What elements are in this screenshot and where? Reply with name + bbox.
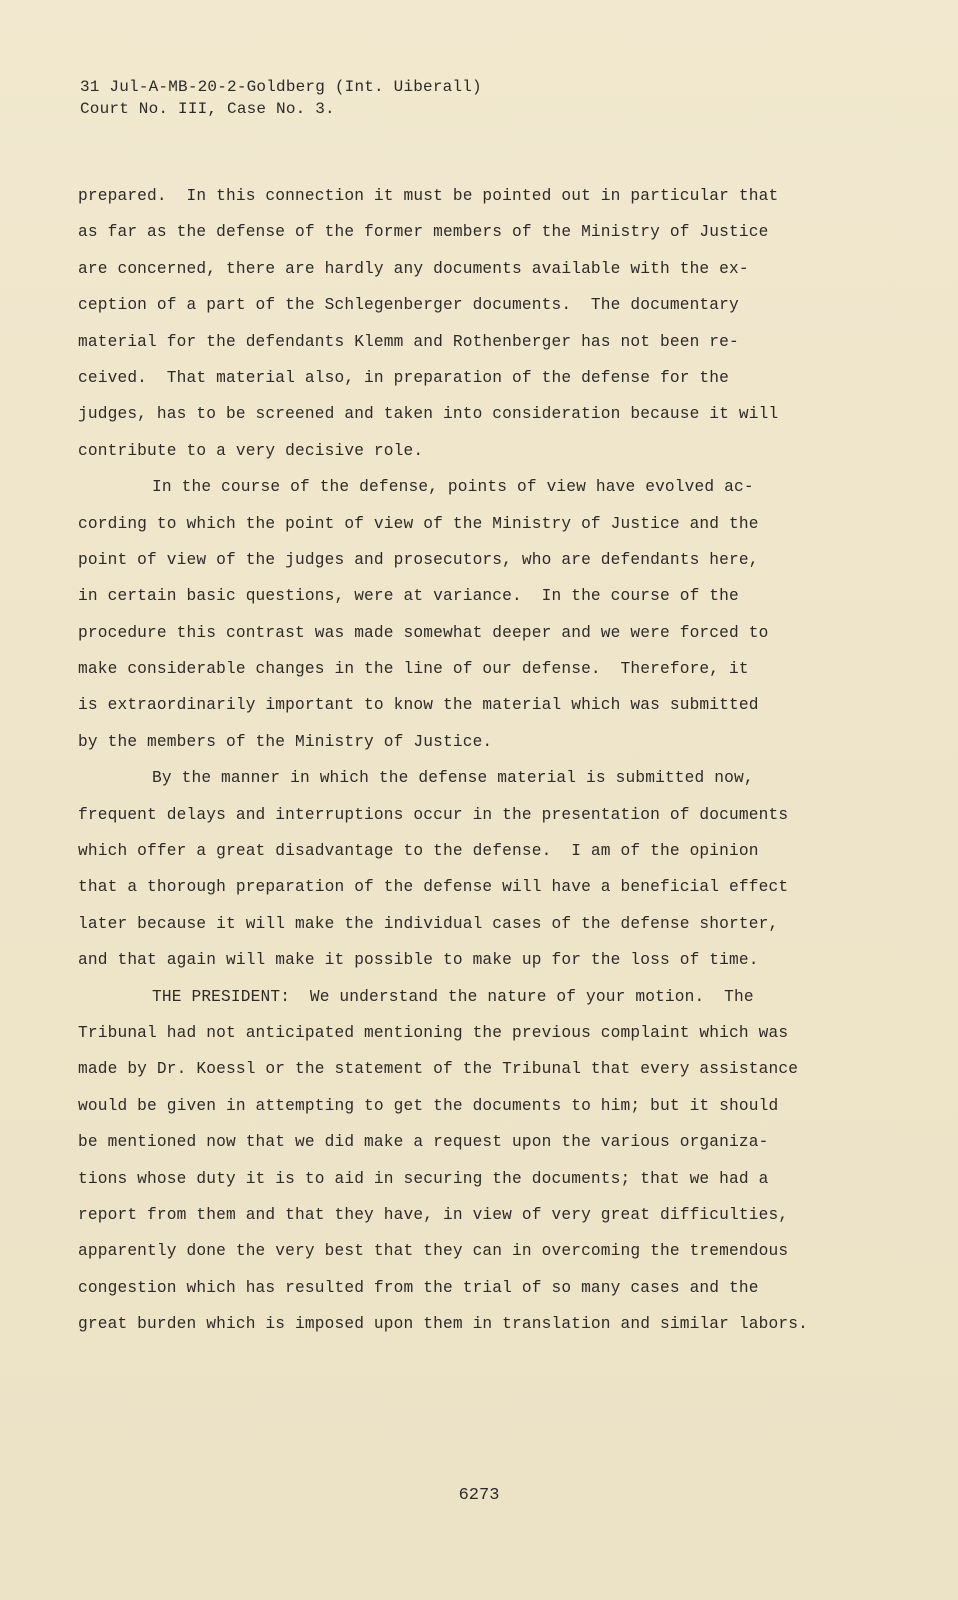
paragraph — [78, 760, 838, 978]
text-line: In the course of the defense, points of view have evolved ac- — [152, 478, 754, 497]
text-line: that a thorough preparation of the defense will have a beneficial effect — [78, 878, 789, 897]
header-court-line: Court No. III, Case No. 3. — [80, 100, 335, 118]
text-line: ceived. That material also, in preparation of the defense for the — [78, 368, 730, 387]
text-line: which offer a great disadvantage to the defense. I am of the opinion — [78, 842, 759, 861]
page-number: 6273 — [458, 1486, 500, 1505]
text-line: as far as the defense of the former members of the Ministry of Justice — [78, 223, 769, 242]
text-line: frequent delays and interruptions occur in the presentation of documents — [78, 805, 789, 824]
text-line: tions whose duty it is to aid in securing the documents; that we had a — [78, 1169, 769, 1188]
header-reference-line: 31 Jul-A-MB-20-2-Goldberg (Int. Uiberall) — [80, 78, 482, 96]
text-line: procedure this contrast was made somewhat deeper and we were forced to — [78, 623, 769, 642]
paragraph — [78, 469, 838, 760]
text-line: are concerned, there are hardly any documents available with the ex- — [78, 259, 749, 278]
document-header — [80, 76, 482, 120]
text-line: By the manner in which the defense material is submitted now, — [152, 769, 754, 788]
text-line: later because it will make the individual cases of the defense shorter, — [78, 914, 779, 933]
text-line: ception of a part of the Schlegenberger documents. The documentary — [78, 296, 739, 315]
text-line: material for the defendants Klemm and Rothenberger has not been re- — [78, 332, 739, 351]
text-line: Tribunal had not anticipated mentioning the previous complaint which was — [78, 1023, 789, 1042]
text-line: contribute to a very decisive role. — [78, 441, 424, 460]
text-line: make considerable changes in the line of our defense. Therefore, it — [78, 660, 749, 679]
text-line: THE PRESIDENT: We understand the nature of your motion. The — [152, 987, 754, 1006]
text-line: would be given in attempting to get the documents to him; but it should — [78, 1096, 779, 1115]
text-line: report from them and that they have, in view of very great difficulties, — [78, 1205, 789, 1224]
text-line: cording to which the point of view of the Ministry of Justice and the — [78, 514, 759, 533]
transcript-body — [78, 178, 838, 1343]
text-line: congestion which has resulted from the trial of so many cases and the — [78, 1278, 759, 1297]
text-line: made by Dr. Koessl or the statement of the Tribunal that every assistance — [78, 1060, 799, 1079]
text-line: apparently done the very best that they can in overcoming the tremendous — [78, 1242, 789, 1261]
text-line: and that again will make it possible to make up for the loss of time. — [78, 951, 759, 970]
text-line: prepared. In this connection it must be pointed out in particular that — [78, 187, 779, 205]
paragraph — [78, 178, 838, 469]
paragraph — [78, 979, 838, 1343]
text-line: be mentioned now that we did make a request upon the various organiza- — [78, 1133, 769, 1152]
text-line: in certain basic questions, were at variance. In the course of the — [78, 587, 739, 606]
text-line: great burden which is imposed upon them in translation and similar labors. — [78, 1315, 808, 1334]
text-line: by the members of the Ministry of Justice. — [78, 732, 493, 751]
text-line: judges, has to be screened and taken into consideration because it will — [78, 405, 779, 424]
text-line: point of view of the judges and prosecutors, who are defendants here, — [78, 550, 759, 569]
text-line: is extraordinarily important to know the material which was submitted — [78, 696, 759, 715]
